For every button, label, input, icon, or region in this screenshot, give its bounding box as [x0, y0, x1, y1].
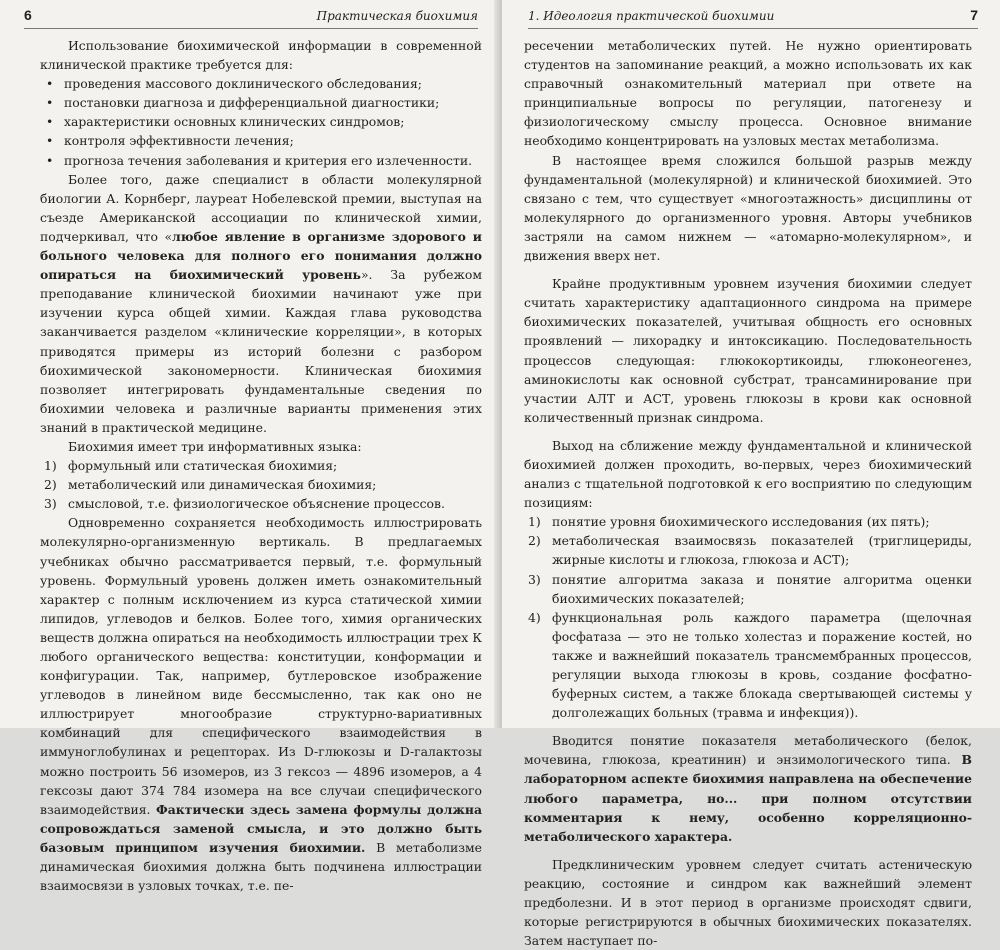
preclinic-paragraph: Предклиническим уровнем следует считать астеническую реакцию, состояние и синдром как важнейший элемент предболезни. И в этот период в организме происходят сдвиги, которые регистрируются в обычных биохимических показателях. Затем наступает по-: [524, 856, 972, 949]
right-page-body: [524, 36, 972, 950]
bullet-item: • постановки диагноза и дифференциальной диагностики;: [46, 95, 440, 111]
language-item: 2) метаболический или динамическая биохимия;: [44, 477, 377, 493]
concept-paragraph: Вводится понятие показателя метаболического (белок, мочевина, глюкоза, креатинин) и энзимологического типа. В лабораторном аспекте биохимия направлена на обеспечение любого параметра, но... при полном отсутствии комментария к нему, особенно корреляционно-метаболического характера.: [524, 733, 972, 844]
left-page-body: [40, 36, 482, 895]
left-page-header: [24, 6, 478, 29]
bullet-item: • проведения массового доклинического обследования;: [46, 76, 422, 92]
language-item: 3) смысловой, т.е. физиологическое объяснение процессов.: [44, 496, 445, 512]
right-page: [502, 0, 1000, 949]
right-running-title: 1. Идеология практической биохимии: [528, 9, 775, 23]
position-item: 3) понятие алгоритма заказа и понятие алгоритма оценки биохимических показателей;: [528, 571, 972, 606]
approach-paragraph: Выход на сближение между фундаментальной и клинической биохимией должен проходить, во-первых, через биохимический анализ с тщательной подготовкой к его восприятию по следующим позициям:: [524, 437, 972, 511]
position-item: 2) метаболическая взаимосвязь показателей (триглицериды, жирные кислоты и глюкоза, глюкоза и АСТ);: [528, 533, 972, 568]
position-item: 1) понятие уровня биохимического исследования (их пять);: [528, 514, 930, 530]
position-item: 4) функциональная роль каждого параметра (щелочная фосфатаза — это не только холестаз и поражение костей, но также и важнейший показатель трансмембранных процессов, регуляции выхода глюкозы в кровь, создание фосфатно-буферных систем, а также блокада свертывающей системы у долголежащих больных (травма и инфекция)).: [528, 609, 972, 721]
right-page-header: [528, 6, 978, 29]
bullet-item: • контроля эффективности лечения;: [46, 133, 294, 149]
bullet-item: • прогноза течения заболевания и критерия его излеченности.: [46, 152, 473, 168]
kornberg-paragraph: Более того, даже специалист в области молекулярной биологии А. Корнберг, лауреат Нобелевской премии, выступая на съезде Американской ассоциации по клинической химии, подчеркивал, что «любое явление в организме здорового и больного человека для полного его понимания должно опираться на биохимический уровень». За рубежом преподавание клинической биохимии начинают уже при изучении курса общей химии. Каждая глава руководства заканчивается разделом «клинические корреляции», в которых приводятся примеры из историй болезни с разбором биохимической закономерности. Клиническая биохимия позволяет интегрировать фундаментальные сведения по биохимии человека и различные варианты применения этих знаний в практической медицине.: [40, 171, 482, 435]
left-page: [0, 0, 498, 894]
left-running-title: Практическая биохимия: [316, 9, 478, 23]
language-item: 1) формульный или статическая биохимия;: [44, 458, 338, 474]
left-page-number: 6: [24, 7, 32, 23]
vertical-paragraph: Одновременно сохраняется необходимость иллюстрировать молекулярно-организменную вертикаль. В предлагаемых учебниках обычно рассматривается первый, т.е. формульный уровень. Формульный уровень должен иметь ознакомительный характер с полным исключением из курса статической химии липидов, углеводов и белков. Более того, химия органических веществ должна опираться на необходимость иллюстрации трех К любого органического вещества: конституции, конформации и конфигурации. Так, например, бутлеровское изображение углеводов в линейном виде бессмысленно, так как оно не иллюстрирует многообразие структурно-вариативных комбинаций для специфического взаимодействия в иммуноглобулинах и рецепторах. Из D-глюкозы и D-галактозы можно построить 56 изомеров, из 3 гексоз — 4896 изомеров, а 4 гексозы дают 374 784 изомера на все случаи специфического взаимодействия. Фактически здесь замена формулы должна сопровождаться заменой смысла, и это должно быть базовым принципом изучения биохимии. В метаболизме динамическая биохимия должна быть подчинена иллюстрации взаимосвязи в узловых точках, т.е. пе-: [40, 515, 482, 894]
bullet-item: • характеристики основных клинических синдромов;: [46, 114, 405, 130]
continued-paragraph: ресечении метаболических путей. Не нужно ориентировать студентов на запоминание реакций, а можно использовать их как справочный ознакомительный материал при ответе на принципиальные вопросы по регуляции, патогенезу и физиологическому смыслу процесса. Основное внимание необходимо концентрировать на узловых местах метаболизма.: [524, 38, 972, 149]
right-page-number: 7: [970, 7, 978, 23]
languages-intro: Биохимия имеет три информативных языка:: [68, 438, 362, 454]
productive-paragraph: Крайне продуктивным уровнем изучения биохимии следует считать характеристику адаптационного синдрома на примере биохимических показателей, учитывая общность его основных проявлений — лихорадку и интоксикацию. Последовательность процессов следующая: глюкокортикоиды, глюконеогенез, аминокислоты как основной субстрат, трансаминирование при участии АЛТ и АСТ, уровень глюкозы в крови как основной количественный признак синдрома.: [524, 276, 972, 425]
gap-paragraph: В настоящее время сложился большой разрыв между фундаментальной (молекулярной) и клинической биохимией. Это связано с тем, что существует «многоэтажность» дисциплины от молекулярного до организменного уровня. Авторы учебников застряли на самом нижнем — «атомарно-молекулярном», и движения вверх нет.: [524, 152, 972, 264]
intro-paragraph: Использование биохимической информации в современной клинической практике требуется для:: [40, 38, 482, 73]
